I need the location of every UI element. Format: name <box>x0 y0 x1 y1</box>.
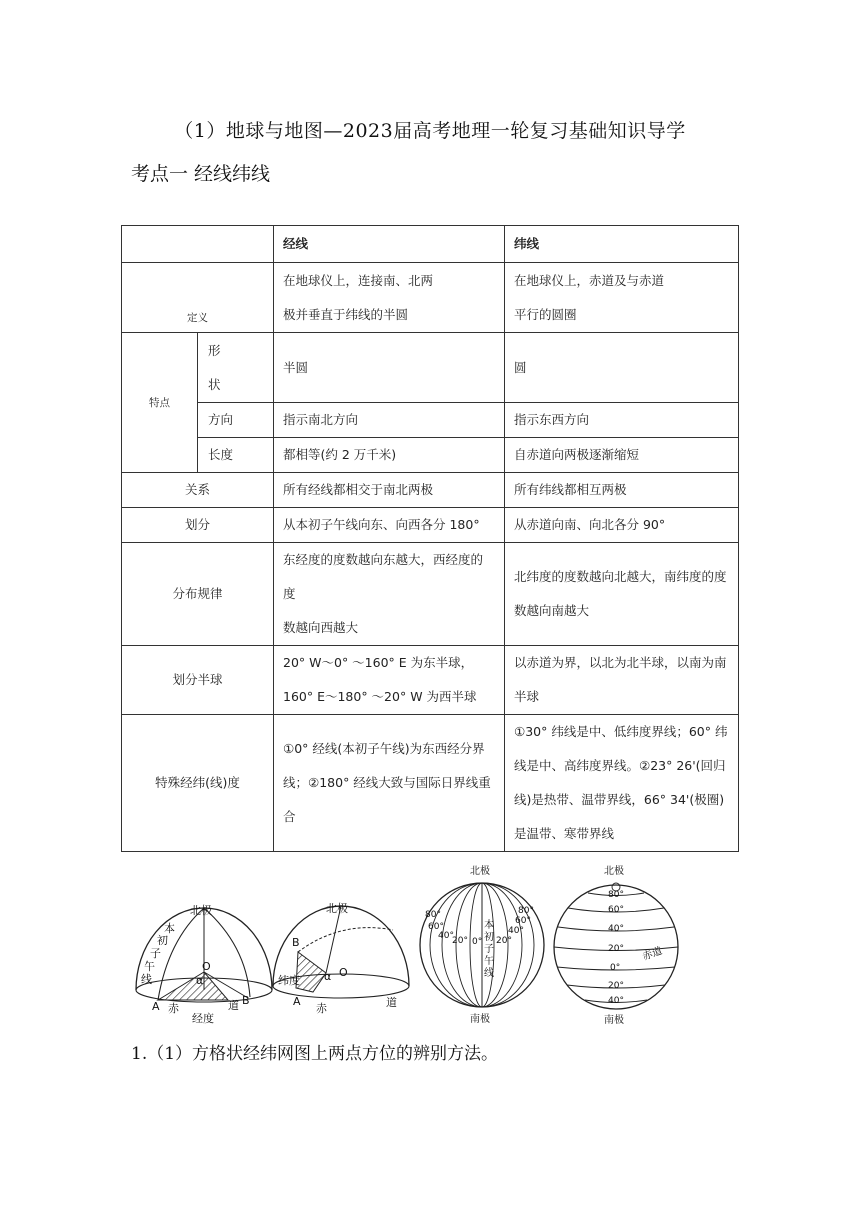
label-west-deg: 20° <box>452 936 468 946</box>
row-label-hemisphere: 划分半球 <box>122 646 274 715</box>
label-lat: 80° <box>608 890 624 900</box>
label-meridian-char: 子 <box>484 944 494 955</box>
text-line: 在地球仪上，连接南、北两 <box>283 272 434 288</box>
text-line: 东经度的度数越向东越大，西经度的度 <box>283 552 484 601</box>
label-lat: 40° <box>608 924 624 934</box>
header-weixian: 纬线 <box>505 226 739 263</box>
question-text: 1.（1）方格状经纬网图上两点方位的辨别方法。 <box>131 1044 499 1064</box>
text-line: 北纬度的度数越向北越大，南纬度的度 <box>514 569 727 584</box>
section-title: 考点一 经线纬线 <box>131 163 271 185</box>
cell-special-jingxian <box>274 715 505 852</box>
cell-relation-weixian: 所有纬线都相互两极 <box>505 473 739 508</box>
cell-direction-weixian: 指示东西方向 <box>505 403 739 438</box>
label-b: B <box>292 936 300 949</box>
table-header-row <box>122 226 739 263</box>
label-west-deg: 40° <box>438 931 454 941</box>
label-jingdu: 经度 <box>192 1012 214 1025</box>
row-label-special: 特殊经纬(线)度 <box>122 715 274 852</box>
label-weidu: 纬度 <box>278 974 300 987</box>
label-lat: 40° <box>608 996 624 1006</box>
cell-special-weixian <box>505 715 739 852</box>
cell-direction-jingxian: 指示南北方向 <box>274 403 505 438</box>
label-chi: 赤 <box>168 1002 179 1015</box>
cell-division-jingxian: 从本初子午线向东、向西各分 180° <box>274 508 505 543</box>
row-label-division: 划分 <box>122 508 274 543</box>
label-east-deg: 40° <box>508 926 524 936</box>
text-line: 线)是热带、温带界线，66° 34'(极圈) <box>514 792 725 807</box>
meridian-globe-diagram <box>420 864 544 1025</box>
label-o: O <box>202 960 211 973</box>
cell-division-weixian: 从赤道向南、向北各分 90° <box>505 508 739 543</box>
label-meridian-char: 子 <box>150 947 161 960</box>
text-line: ①30° 纬线是中、低纬度界线；60° 纬 <box>514 724 728 739</box>
table-row <box>122 473 739 508</box>
table-row <box>122 715 739 852</box>
latitude-longitude-diagrams <box>128 860 740 1025</box>
cell-length-weixian: 自赤道向两极逐渐缩短 <box>505 438 739 473</box>
text-line: ①0° 经线(本初子午线)为东西经分界 <box>283 741 485 756</box>
text-line: 线是中、高纬度界线。②23° 26'(回归 <box>514 758 726 773</box>
table-row <box>122 543 739 646</box>
table-row <box>122 646 739 715</box>
text-line: 在地球仪上，赤道及与赤道 <box>514 272 665 288</box>
cell-definition-jingxian <box>274 263 505 333</box>
label-north-pole: 北极 <box>326 902 348 915</box>
label-a: A <box>293 995 301 1008</box>
text-line: 160° E～180° ～20° W 为西半球 <box>283 689 477 704</box>
cell-distribution-weixian <box>505 543 739 646</box>
row-label-definition: 定义 <box>122 263 274 333</box>
table-row <box>122 403 739 438</box>
label-north-pole: 北极 <box>190 904 212 917</box>
label-east-deg: 20° <box>496 936 512 946</box>
label-meridian-char: 午 <box>484 956 494 967</box>
latitude-hemisphere-diagram <box>273 901 409 1015</box>
text-line: 数越向南越大 <box>514 603 590 618</box>
text-line: 以赤道为界，以北为北半球，以南为南 <box>514 655 727 670</box>
label-meridian-char: 本 <box>164 922 175 935</box>
text-line: 20° W～0° ～160° E 为东半球， <box>283 655 474 670</box>
label-east-deg: 80° <box>518 906 534 916</box>
text-line: 合 <box>283 809 296 824</box>
row-label-shape <box>198 333 274 403</box>
text-line: 是温带、寒带界线 <box>514 826 615 841</box>
label-alpha: α <box>196 974 204 987</box>
text-line: 平行的圆圈 <box>514 306 577 322</box>
row-label-distribution: 分布规律 <box>122 543 274 646</box>
cell-shape-jingxian: 半圆 <box>274 333 505 403</box>
row-label-direction: 方向 <box>198 403 274 438</box>
text-line: 线；②180° 经线大致与国际日界线重 <box>283 775 491 790</box>
label-o: O <box>339 966 348 979</box>
table-row <box>122 438 739 473</box>
label-west-deg: 80° <box>425 910 441 920</box>
label-a: A <box>152 1000 160 1013</box>
header-jingxian: 经线 <box>274 226 505 263</box>
label-dao: 道 <box>386 996 397 1009</box>
label-b: B <box>242 994 250 1007</box>
table-row <box>122 508 739 543</box>
label-meridian-char: 午 <box>144 960 155 973</box>
label-west-deg: 60° <box>428 922 444 932</box>
label-meridian-char: 线 <box>484 968 494 979</box>
table-row <box>122 263 739 333</box>
label-dao: 道 <box>228 999 239 1012</box>
label-meridian-char: 初 <box>484 932 494 943</box>
label-north-pole: 北极 <box>470 866 490 877</box>
text-line: 半球 <box>514 689 540 704</box>
cell-definition-weixian <box>505 263 739 333</box>
text-line: 形 <box>208 342 221 358</box>
table-row <box>122 333 739 403</box>
row-label-features: 特点 <box>122 333 198 473</box>
label-meridian-char: 本 <box>484 920 494 931</box>
text-line: 极并垂直于纬线的半圆 <box>283 306 409 322</box>
cell-shape-weixian: 圆 <box>505 333 739 403</box>
page-title: （1）地球与地图—2023届高考地理一轮复习基础知识导学 <box>174 120 686 142</box>
label-chi: 赤 <box>316 1002 327 1015</box>
row-label-length: 长度 <box>198 438 274 473</box>
text-line: 状 <box>208 376 221 392</box>
label-south-pole: 南极 <box>470 1014 490 1025</box>
label-north-pole: 北极 <box>604 866 624 877</box>
cell-length-jingxian: 都相等(约 2 万千米) <box>274 438 505 473</box>
label-lat: 20° <box>608 944 624 954</box>
longitude-hemisphere-diagram <box>136 903 272 1025</box>
header-blank <box>122 226 274 263</box>
label-lat: 0° <box>610 963 621 973</box>
label-south-pole: 南极 <box>604 1015 624 1025</box>
label-equator: 赤道 <box>641 945 664 963</box>
comparison-table <box>121 225 739 852</box>
latitude-globe-diagram <box>554 864 678 1025</box>
label-meridian-char: 初 <box>157 934 168 947</box>
label-east-deg: 60° <box>515 916 531 926</box>
text-line: 数越向西越大 <box>283 620 359 635</box>
cell-hemisphere-weixian <box>505 646 739 715</box>
cell-relation-jingxian: 所有经线都相交于南北两极 <box>274 473 505 508</box>
label-zero: 0° <box>472 937 483 947</box>
label-lat: 20° <box>608 981 624 991</box>
label-lat: 60° <box>608 905 624 915</box>
cell-hemisphere-jingxian <box>274 646 505 715</box>
label-meridian-char: 线 <box>141 973 152 986</box>
row-label-relation: 关系 <box>122 473 274 508</box>
cell-distribution-jingxian <box>274 543 505 646</box>
label-alpha: α <box>324 970 332 983</box>
